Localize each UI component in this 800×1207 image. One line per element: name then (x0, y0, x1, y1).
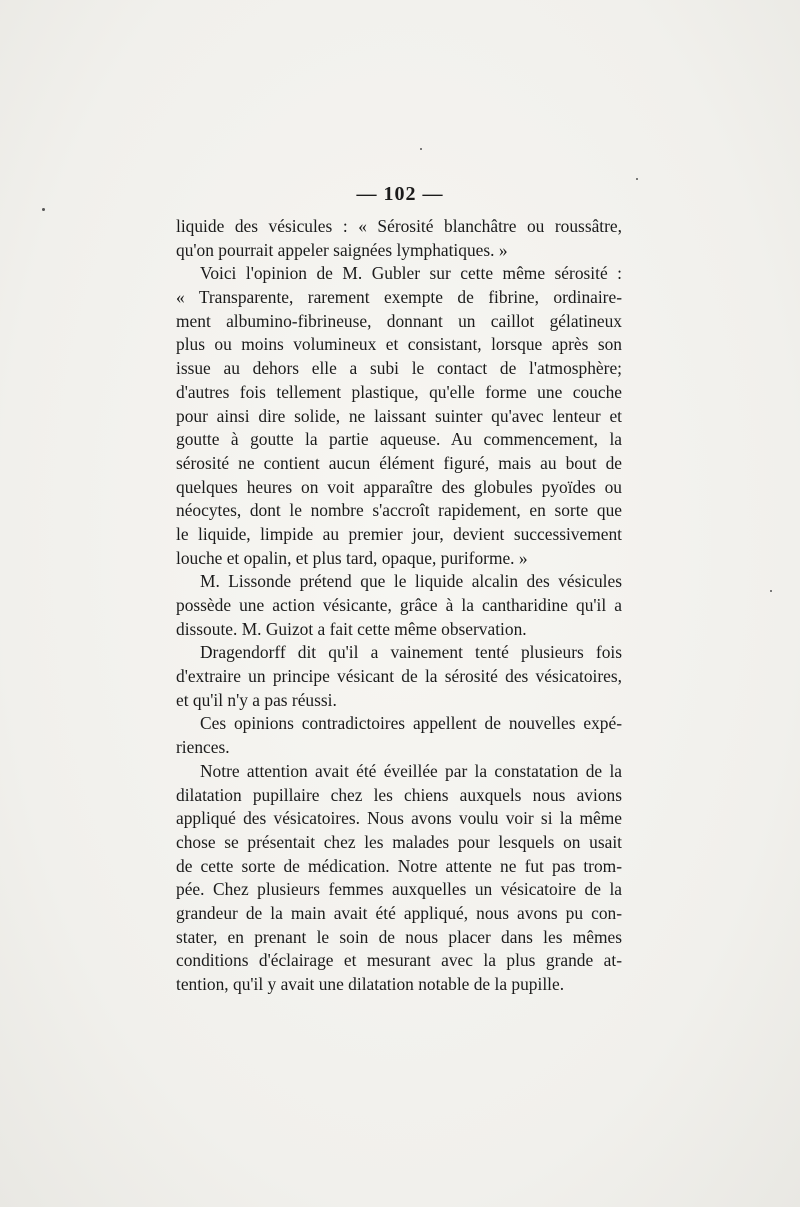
page-number: — 102 — (356, 183, 444, 205)
text-line: chose se présentait chez les malades pour lesquels on usait (176, 831, 622, 852)
text-line: le liquide, limpide au premier jour, devient successivement (176, 523, 622, 544)
text-line: dilatation pupillaire chez les chiens auxquels nous avions (176, 784, 622, 805)
text-line: dissoute. M. Guizot a fait cette même observation. (176, 618, 527, 639)
text-line: qu'on pourrait appeler saignées lymphatiques. » (176, 239, 508, 260)
text-line: « Transparente, rarement exempte de fibrine, ordinaire- (176, 287, 622, 308)
text-line: stater, en prenant le soin de nous placer dans les mêmes (176, 926, 622, 947)
text-line: d'autres fois tellement plastique, qu'elle forme une couche (176, 381, 622, 402)
text-line: possède une action vésicante, grâce à la cantharidine qu'il a (176, 595, 622, 615)
text-line: néocytes, dont le nombre s'accroît rapidement, en sorte que (176, 500, 622, 521)
text-line: quelques heures on voit apparaître des globules pyoïdes ou (176, 476, 622, 497)
text-line: pour ainsi dire solide, ne laissant suinter qu'avec lenteur et (176, 405, 622, 426)
body-text (176, 215, 622, 997)
text-line: issue au dehors elle a subi le contact de l'atmosphère; (176, 358, 622, 379)
text-line: Dragendorff dit qu'il a vainement tenté plusieurs fois (200, 642, 622, 663)
text-line: tention, qu'il y avait une dilatation notable de la pupille. (176, 974, 565, 994)
text-line: d'extraire un principe vésicant de la sérosité des vésicatoires, (176, 666, 622, 687)
text-line: sérosité ne contient aucun élément figuré, mais au bout de (176, 452, 622, 473)
text-line: conditions d'éclairage et mesurant avec la plus grande at- (176, 950, 622, 971)
text-line: liquide des vésicules : « Sérosité blanchâtre ou roussâtre, (176, 216, 622, 236)
text-line: de cette sorte de médication. Notre attente ne fut pas trom- (176, 855, 622, 876)
text-line: Voici l'opinion de M. Gubler sur cette même sérosité : (200, 263, 622, 284)
text-line: grandeur de la main avait été appliqué, nous avons pu con- (176, 902, 622, 923)
text-line: Notre attention avait été éveillée par la constatation de la (200, 760, 622, 781)
text-line: et qu'il n'y a pas réussi. (176, 689, 337, 710)
text-line: plus ou moins volumineux et consistant, lorsque après son (176, 334, 622, 355)
scan-speck (770, 590, 772, 592)
scan-speck (636, 178, 638, 180)
text-line: riences. (176, 737, 230, 758)
text-line: pée. Chez plusieurs femmes auxquelles un vésicatoire de la (176, 879, 622, 900)
text-line: louche et opalin, et plus tard, opaque, puriforme. » (176, 547, 528, 568)
scan-speck (42, 208, 45, 211)
text-line: M. Lissonde prétend que le liquide alcalin des vésicules (200, 571, 622, 592)
scan-speck (420, 148, 422, 150)
text-line: goutte à goutte la partie aqueuse. Au commencement, la (176, 429, 622, 450)
text-line: Ces opinions contradictoires appellent de nouvelles expé- (200, 713, 622, 734)
text-line: ment albumino-fibrineuse, donnant un caillot gélatineux (176, 310, 622, 331)
text-line: appliqué des vésicatoires. Nous avons voulu voir si la même (176, 808, 622, 829)
